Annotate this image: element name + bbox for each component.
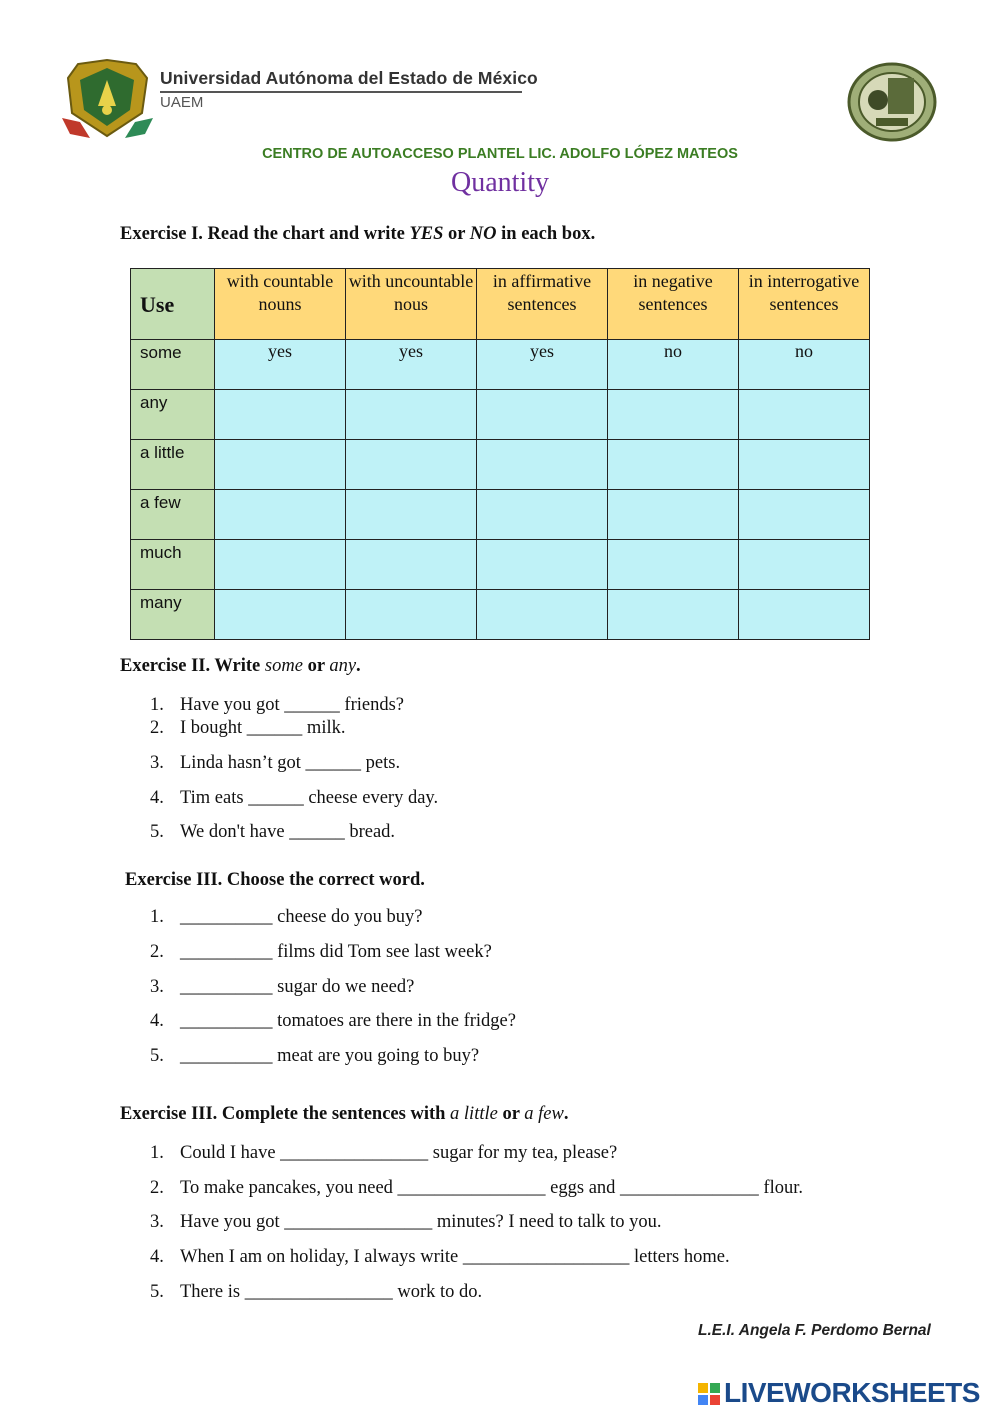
answer-cell[interactable] (739, 590, 870, 640)
liveworksheets-brand[interactable]: LIVEWORKSHEETS (724, 1377, 980, 1408)
chart-column-header: with uncountable nous (346, 269, 477, 340)
chart-header-row (131, 269, 870, 340)
table-row (131, 440, 870, 490)
answer-cell[interactable]: yes (477, 340, 608, 390)
item-number: 3. (150, 1212, 164, 1232)
answer-cell[interactable] (608, 440, 739, 490)
answer-cell[interactable] (346, 590, 477, 640)
item-number: 2. (150, 718, 164, 738)
university-abbr: UAEM (160, 94, 204, 111)
answer-cell[interactable] (346, 490, 477, 540)
answer-cell[interactable] (608, 540, 739, 590)
table-row (131, 540, 870, 590)
answer-cell[interactable]: yes (346, 340, 477, 390)
list-item[interactable]: I bought ______ milk. (180, 718, 346, 738)
item-number: 2. (150, 942, 164, 962)
list-item[interactable]: __________ meat are you going to buy? (180, 1046, 480, 1066)
answer-cell[interactable] (739, 540, 870, 590)
university-name: Universidad Autónoma del Estado de México (160, 68, 538, 88)
answer-cell[interactable] (477, 440, 608, 490)
list-item[interactable]: __________ films did Tom see last week? (180, 942, 492, 962)
chart-column-header: in affirmative sentences (477, 269, 608, 340)
item-number: 4. (150, 1011, 164, 1031)
list-item[interactable]: We don't have ______ bread. (180, 822, 396, 842)
exercise-4-heading: Exercise III. Complete the sentences with a little or a few. (120, 1104, 569, 1124)
chart-column-header: in interrogative sentences (739, 269, 870, 340)
row-label: any (131, 390, 215, 440)
list-item[interactable]: Have you got ________________ minutes? I need to talk to you. (180, 1212, 662, 1232)
list-item[interactable]: __________ sugar do we need? (180, 977, 415, 997)
school-seal-logo (846, 62, 938, 142)
page-title: Quantity (451, 167, 549, 198)
chart-column-header: with countable nouns (215, 269, 346, 340)
answer-cell[interactable] (215, 440, 346, 490)
chart-corner-label: Use (131, 269, 215, 340)
item-number: 1. (150, 907, 164, 927)
table-row (131, 340, 870, 390)
answer-cell[interactable] (346, 390, 477, 440)
answer-cell[interactable] (608, 490, 739, 540)
answer-cell[interactable]: no (739, 340, 870, 390)
item-number: 1. (150, 695, 164, 715)
answer-cell[interactable] (739, 440, 870, 490)
row-label: many (131, 590, 215, 640)
list-item[interactable]: Have you got ______ friends? (180, 695, 405, 715)
answer-cell[interactable] (477, 490, 608, 540)
answer-cell[interactable] (739, 390, 870, 440)
item-number: 5. (150, 1046, 164, 1066)
exercise-1-heading: Exercise I. Read the chart and write YES or NO in each box. (120, 224, 596, 244)
exercise-3-heading: Exercise III. Choose the correct word. (125, 870, 425, 890)
item-number: 5. (150, 1282, 164, 1302)
chart-column-header: in negative sentences (608, 269, 739, 340)
list-item[interactable]: Could I have ________________ sugar for my tea, please? (180, 1143, 618, 1163)
answer-cell[interactable] (215, 390, 346, 440)
list-item[interactable]: Linda hasn’t got ______ pets. (180, 753, 401, 773)
exercise-2-heading: Exercise II. Write some or any. (120, 656, 361, 676)
item-number: 5. (150, 822, 164, 842)
liveworksheets-icon (698, 1380, 722, 1410)
list-item[interactable]: Tim eats ______ cheese every day. (180, 788, 439, 808)
answer-cell[interactable] (346, 440, 477, 490)
item-number: 1. (150, 1143, 164, 1163)
item-number: 4. (150, 1247, 164, 1267)
uaem-crest-logo (60, 58, 155, 140)
row-label: a little (131, 440, 215, 490)
quantity-chart (130, 268, 870, 640)
answer-cell[interactable] (477, 390, 608, 440)
item-number: 4. (150, 788, 164, 808)
list-item[interactable]: To make pancakes, you need ________________ eggs and _______________ flour. (180, 1178, 803, 1198)
list-item[interactable]: __________ cheese do you buy? (180, 907, 423, 927)
answer-cell[interactable] (215, 590, 346, 640)
list-item[interactable]: __________ tomatoes are there in the fridge? (180, 1011, 516, 1031)
row-label: much (131, 540, 215, 590)
answer-cell[interactable] (346, 540, 477, 590)
table-row (131, 590, 870, 640)
answer-cell[interactable] (739, 490, 870, 540)
answer-cell[interactable]: no (608, 340, 739, 390)
answer-cell[interactable] (477, 590, 608, 640)
answer-cell[interactable] (215, 490, 346, 540)
item-number: 3. (150, 977, 164, 997)
table-row (131, 490, 870, 540)
answer-cell[interactable] (608, 590, 739, 640)
list-item[interactable]: There is ________________ work to do. (180, 1282, 483, 1302)
row-label: some (131, 340, 215, 390)
table-row (131, 390, 870, 440)
item-number: 3. (150, 753, 164, 773)
answer-cell[interactable] (477, 540, 608, 590)
center-title: CENTRO DE AUTOACCESO PLANTEL LIC. ADOLFO LÓPEZ MATEOS (262, 146, 738, 162)
list-item[interactable]: When I am on holiday, I always write __________________ letters home. (180, 1247, 730, 1267)
answer-cell[interactable]: yes (215, 340, 346, 390)
row-label: a few (131, 490, 215, 540)
item-number: 2. (150, 1178, 164, 1198)
header-rule (160, 91, 522, 93)
answer-cell[interactable] (215, 540, 346, 590)
answer-cell[interactable] (608, 390, 739, 440)
author-credit: L.E.I. Angela F. Perdomo Bernal (698, 1322, 931, 1339)
